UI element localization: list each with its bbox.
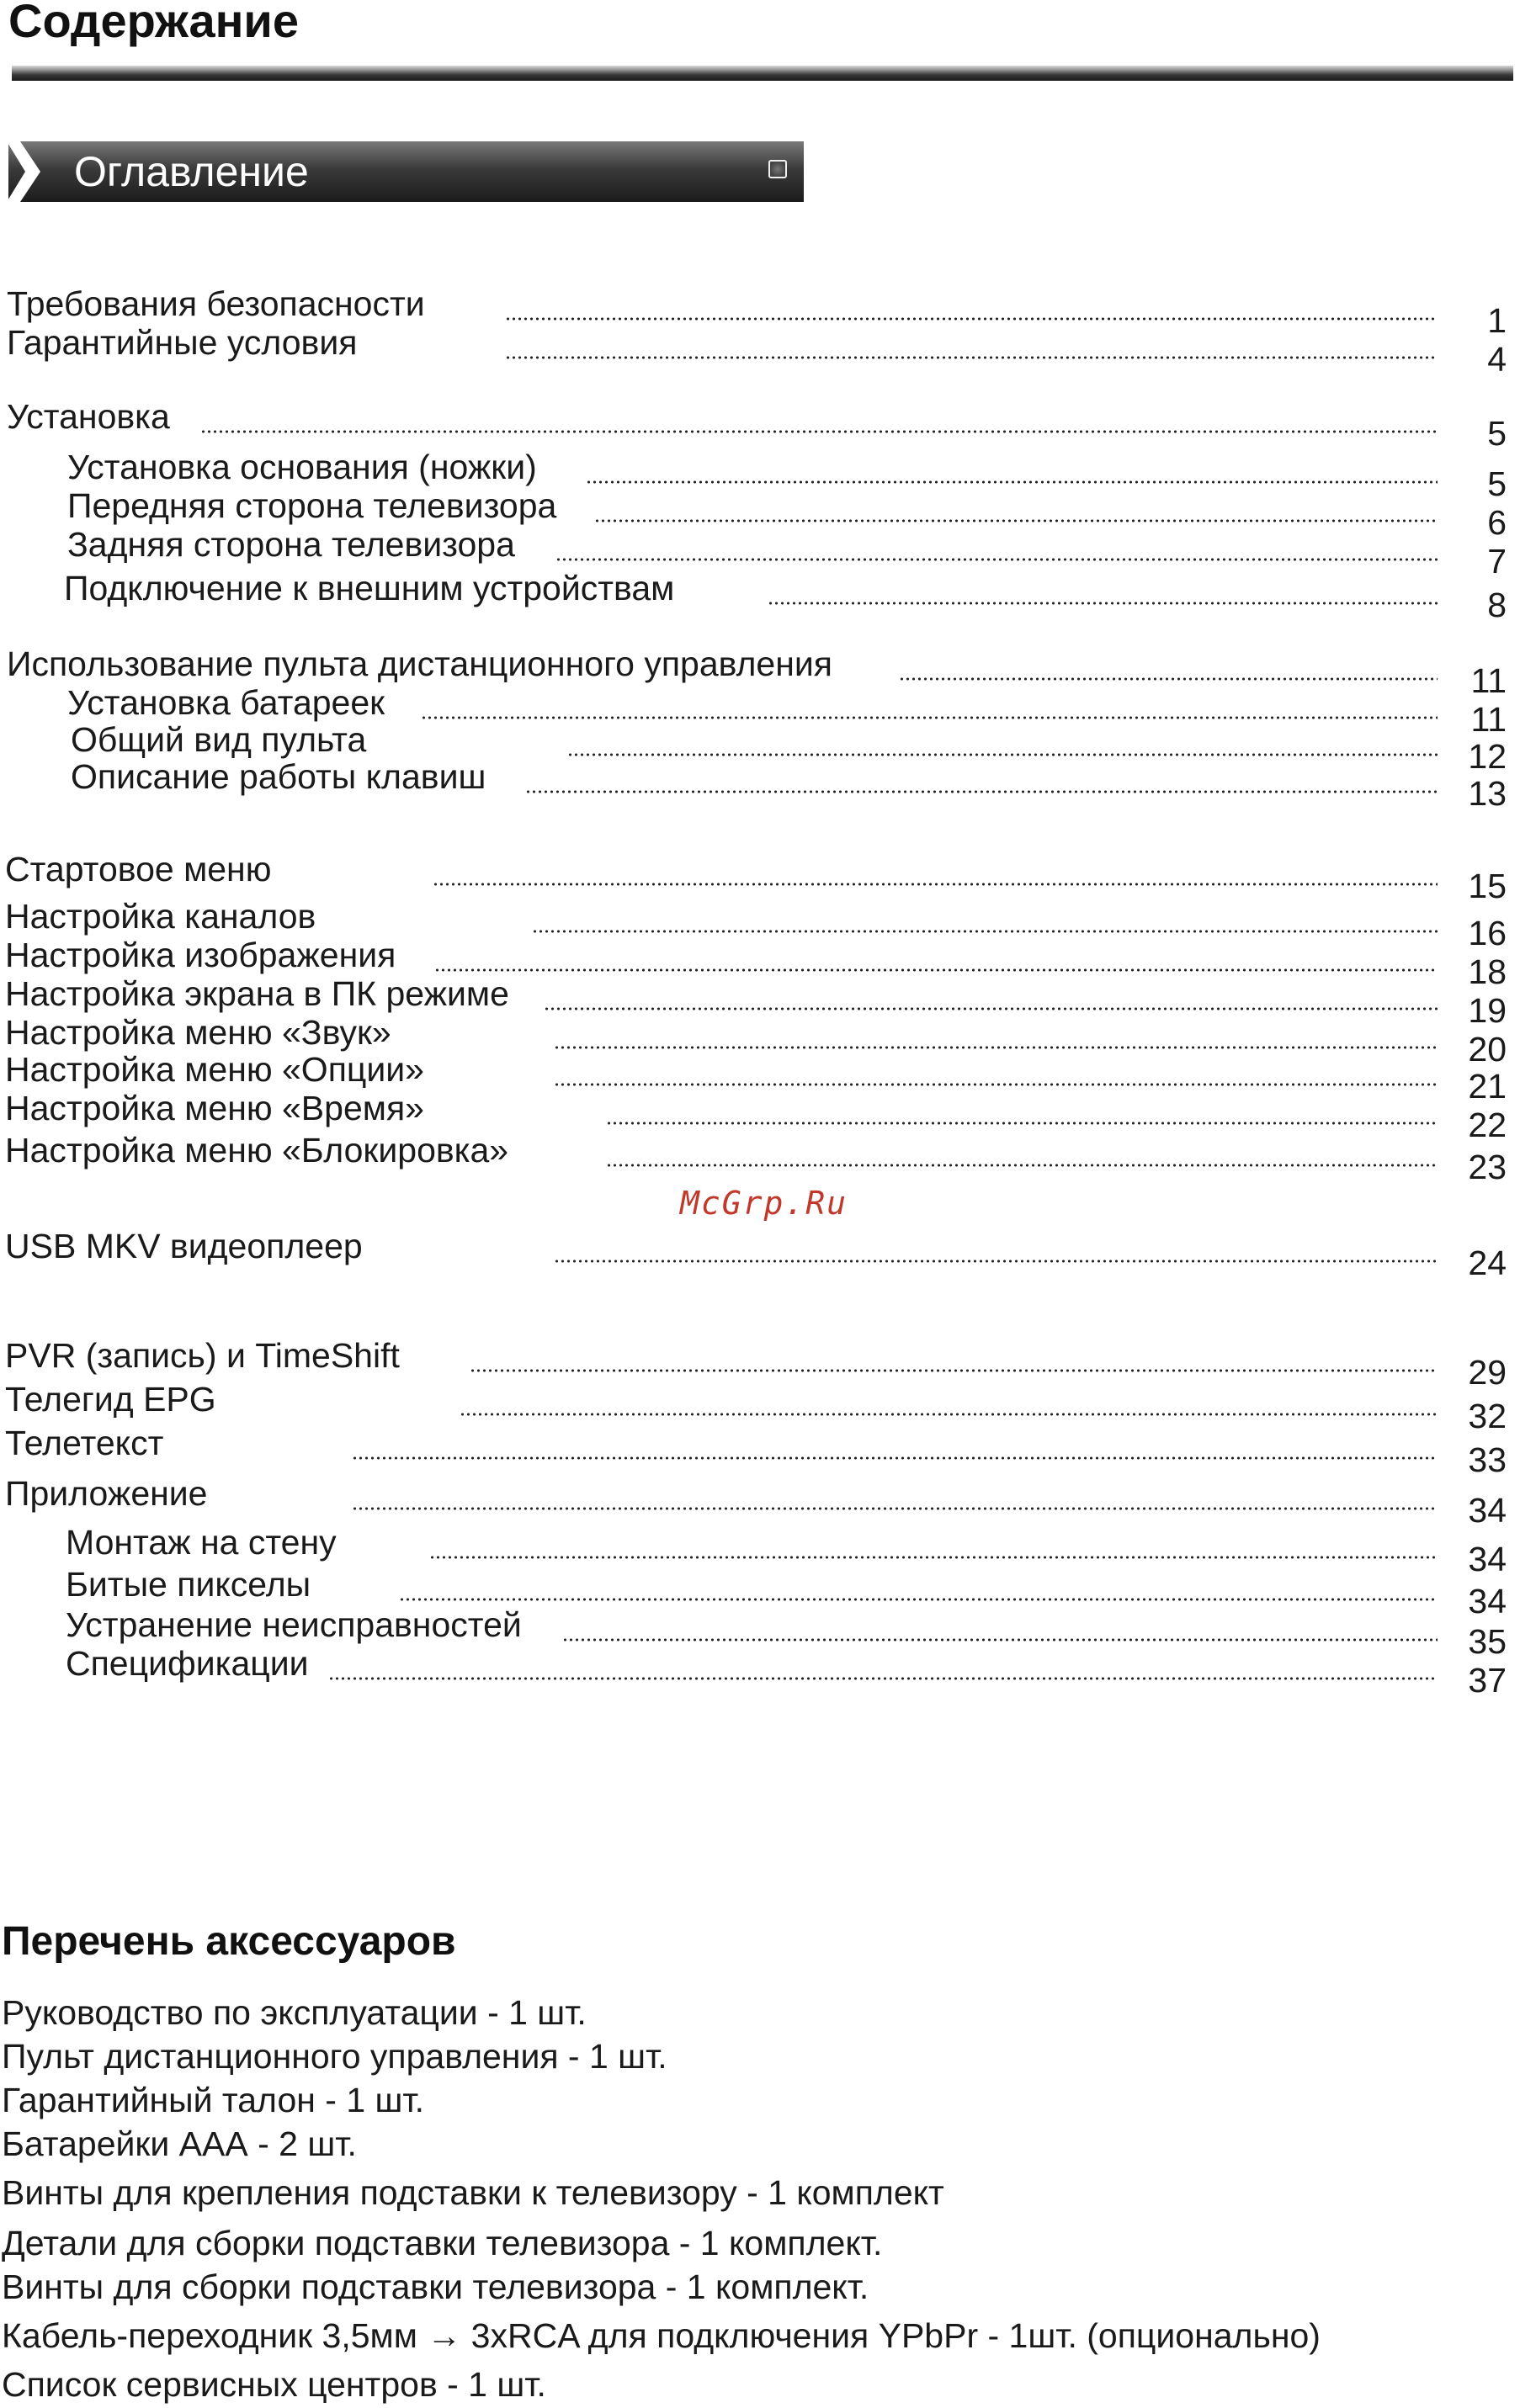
- toc-entry-label: Задняя сторона телевизора: [67, 525, 515, 564]
- dot-leader: [433, 882, 1438, 887]
- toc-entry[interactable]: [5, 1424, 1513, 1479]
- toc-entry[interactable]: [7, 323, 1513, 379]
- toc-entry-page: 13: [1468, 774, 1507, 813]
- dot-leader: [399, 1597, 1438, 1602]
- toc-entry-page: 37: [1468, 1661, 1507, 1700]
- toc-entry[interactable]: [66, 1565, 1513, 1620]
- dot-leader: [460, 1412, 1438, 1417]
- dot-leader: [562, 1637, 1438, 1642]
- dot-leader: [505, 316, 1438, 321]
- accessory-item: Гарантийный талон - 1 шт.: [2, 2081, 425, 2119]
- dot-leader: [544, 1006, 1438, 1011]
- toc-entry-label: Настройка экрана в ПК режиме: [5, 974, 509, 1013]
- toc-entry-label: Настройка меню «Опции»: [5, 1050, 424, 1089]
- dot-leader: [429, 1555, 1438, 1560]
- dot-leader: [505, 355, 1438, 360]
- dot-leader: [586, 480, 1438, 485]
- toc-entry-page: 18: [1468, 952, 1507, 991]
- chevron-right-icon: [7, 141, 40, 202]
- dot-leader: [532, 929, 1438, 934]
- dot-leader: [352, 1456, 1438, 1461]
- toc-entry-label: Телегид EPG: [5, 1380, 216, 1419]
- dot-leader: [554, 1259, 1438, 1264]
- toc-entry[interactable]: [5, 897, 1513, 952]
- accessories-heading: Перечень аксессуаров: [2, 1919, 456, 1964]
- dot-leader: [567, 752, 1438, 757]
- toc-entry[interactable]: [67, 683, 1513, 739]
- toc-entry-page: 4: [1487, 340, 1507, 379]
- toc-entry-label: Приложение: [5, 1474, 208, 1513]
- dot-leader: [554, 1045, 1438, 1050]
- toc-entry[interactable]: [5, 1474, 1513, 1530]
- toc-entry-page: 23: [1468, 1148, 1507, 1186]
- toc-entry-label: Установка основания (ножки): [67, 448, 537, 486]
- toc-entry[interactable]: [5, 1089, 1513, 1144]
- toc-entry-label: Подключение к внешним устройствам: [64, 569, 675, 607]
- dot-leader: [555, 557, 1438, 562]
- toc-entry-label: Монтаж на стену: [66, 1523, 337, 1562]
- dot-leader: [200, 429, 1438, 434]
- accessory-item: Пульт дистанционного управления - 1 шт.: [2, 2037, 667, 2076]
- toc-entry[interactable]: [5, 1013, 1513, 1069]
- accessory-item: Батарейки ААА - 2 шт.: [2, 2124, 357, 2163]
- toc-entry[interactable]: [71, 757, 1513, 813]
- toc-entry-label: Установка батареек: [67, 683, 385, 722]
- dot-leader: [328, 1676, 1438, 1681]
- toc-entry[interactable]: [5, 1050, 1513, 1106]
- toc-entry[interactable]: [7, 284, 1513, 340]
- dot-leader: [470, 1368, 1438, 1373]
- title-underline: [12, 66, 1513, 81]
- toc-entry-label: Установка: [7, 397, 170, 436]
- toc-entry-label: Битые пикселы: [66, 1565, 311, 1604]
- toc-entry-page: 34: [1468, 1491, 1507, 1530]
- toc-entry-label: Описание работы клавиш: [71, 757, 486, 796]
- accessory-item: Винты для сборки подставки телевизора - 1 комплект.: [2, 2267, 869, 2306]
- toc-entry-page: 1: [1487, 301, 1507, 340]
- toc-entry-page: 22: [1468, 1106, 1507, 1144]
- toc-entry-label: Спецификации: [66, 1644, 309, 1683]
- accessory-item: Список сервисных центров - 1 шт.: [2, 2365, 546, 2404]
- toc-entry-page: 11: [1470, 661, 1507, 700]
- toc-entry-page: 24: [1468, 1244, 1507, 1282]
- toc-entry[interactable]: [67, 486, 1513, 542]
- toc-entry-label: Использование пульта дистанционного управления: [7, 644, 832, 683]
- toc-entry[interactable]: [64, 569, 1513, 624]
- dot-leader: [421, 715, 1438, 720]
- toc-entry-label: PVR (запись) и TimeShift: [5, 1336, 400, 1375]
- toc-entry-label: Настройка меню «Время»: [5, 1089, 424, 1127]
- toc-entry[interactable]: [7, 644, 1513, 700]
- toc-entry-page: 6: [1487, 503, 1507, 542]
- dot-leader: [525, 789, 1438, 794]
- toc-entry-label: Стартовое меню: [5, 850, 272, 888]
- toc-entry-label: Настройка изображения: [5, 936, 396, 974]
- dot-leader: [899, 676, 1438, 682]
- toc-entry[interactable]: [7, 397, 1513, 453]
- section-banner: [8, 141, 804, 202]
- toc-entry-label: Требования безопасности: [7, 284, 425, 323]
- page-title: Содержание: [8, 0, 299, 47]
- toc-entry-label: USB MKV видеоплеер: [5, 1227, 363, 1265]
- toc-entry-page: 34: [1468, 1540, 1507, 1578]
- toc-entry-page: 5: [1487, 464, 1507, 503]
- toc-entry[interactable]: [5, 850, 1513, 905]
- accessory-item: Винты для крепления подставки к телевизору - 1 комплект: [2, 2173, 944, 2212]
- toc-entry[interactable]: [5, 1131, 1513, 1186]
- toc-entry-label: Настройка меню «Блокировка»: [5, 1131, 509, 1170]
- toc-entry-page: 8: [1487, 586, 1507, 624]
- toc-entry-label: Настройка меню «Звук»: [5, 1013, 391, 1052]
- square-icon: [768, 160, 787, 178]
- toc-entry[interactable]: [66, 1605, 1513, 1661]
- dot-leader: [594, 518, 1438, 523]
- section-title: Оглавление: [74, 148, 309, 195]
- accessory-item: Кабель-переходник 3,5мм → 3xRCA для подключения YPbPr - 1шт. (опционально): [2, 2316, 1321, 2355]
- toc-entry-label: Устранение неисправностей: [66, 1605, 522, 1644]
- toc-entry-page: 35: [1468, 1622, 1507, 1661]
- dot-leader: [606, 1121, 1438, 1126]
- accessory-item: Руководство по эксплуатации - 1 шт.: [2, 1993, 587, 2032]
- dot-leader: [352, 1506, 1438, 1511]
- toc-entry[interactable]: [5, 1227, 1513, 1282]
- toc-entry-page: 11: [1470, 700, 1507, 739]
- toc-entry-page: 15: [1468, 867, 1507, 905]
- dot-leader: [434, 968, 1438, 973]
- toc-entry-label: Передняя сторона телевизора: [67, 486, 557, 525]
- toc-entry[interactable]: [67, 448, 1513, 503]
- dot-leader: [606, 1163, 1438, 1168]
- toc-entry-page: 19: [1468, 991, 1507, 1030]
- toc-entry[interactable]: [71, 720, 1513, 776]
- toc-entry-label: Телетекст: [5, 1424, 164, 1462]
- toc-entry-page: 33: [1468, 1440, 1507, 1479]
- toc-entry[interactable]: [5, 1380, 1513, 1435]
- toc-entry-page: 34: [1468, 1582, 1507, 1620]
- dot-leader: [554, 1082, 1438, 1087]
- toc-entry[interactable]: [5, 974, 1513, 1030]
- toc-entry-page: 21: [1468, 1067, 1507, 1106]
- toc-entry[interactable]: [67, 525, 1513, 581]
- toc-entry-page: 16: [1468, 914, 1507, 952]
- toc-entry[interactable]: [66, 1523, 1513, 1578]
- toc-entry[interactable]: [66, 1644, 1513, 1700]
- toc-entry-page: 5: [1487, 414, 1507, 453]
- toc-entry-label: Настройка каналов: [5, 897, 316, 936]
- watermark: McGrp.Ru: [680, 1185, 848, 1222]
- toc-entry[interactable]: [5, 1336, 1513, 1392]
- dot-leader: [768, 601, 1438, 606]
- accessory-item: Детали для сборки подставки телевизора - 1 комплект.: [2, 2224, 883, 2262]
- toc-entry-page: 20: [1468, 1030, 1507, 1069]
- toc-entry-page: 32: [1468, 1397, 1507, 1435]
- toc-entry-page: 12: [1468, 737, 1507, 776]
- toc-entry-page: 7: [1487, 542, 1507, 581]
- toc-entry-label: Гарантийные условия: [7, 323, 358, 362]
- toc-entry-page: 29: [1468, 1353, 1507, 1392]
- toc-entry-label: Общий вид пульта: [71, 720, 367, 759]
- toc-entry[interactable]: [5, 936, 1513, 991]
